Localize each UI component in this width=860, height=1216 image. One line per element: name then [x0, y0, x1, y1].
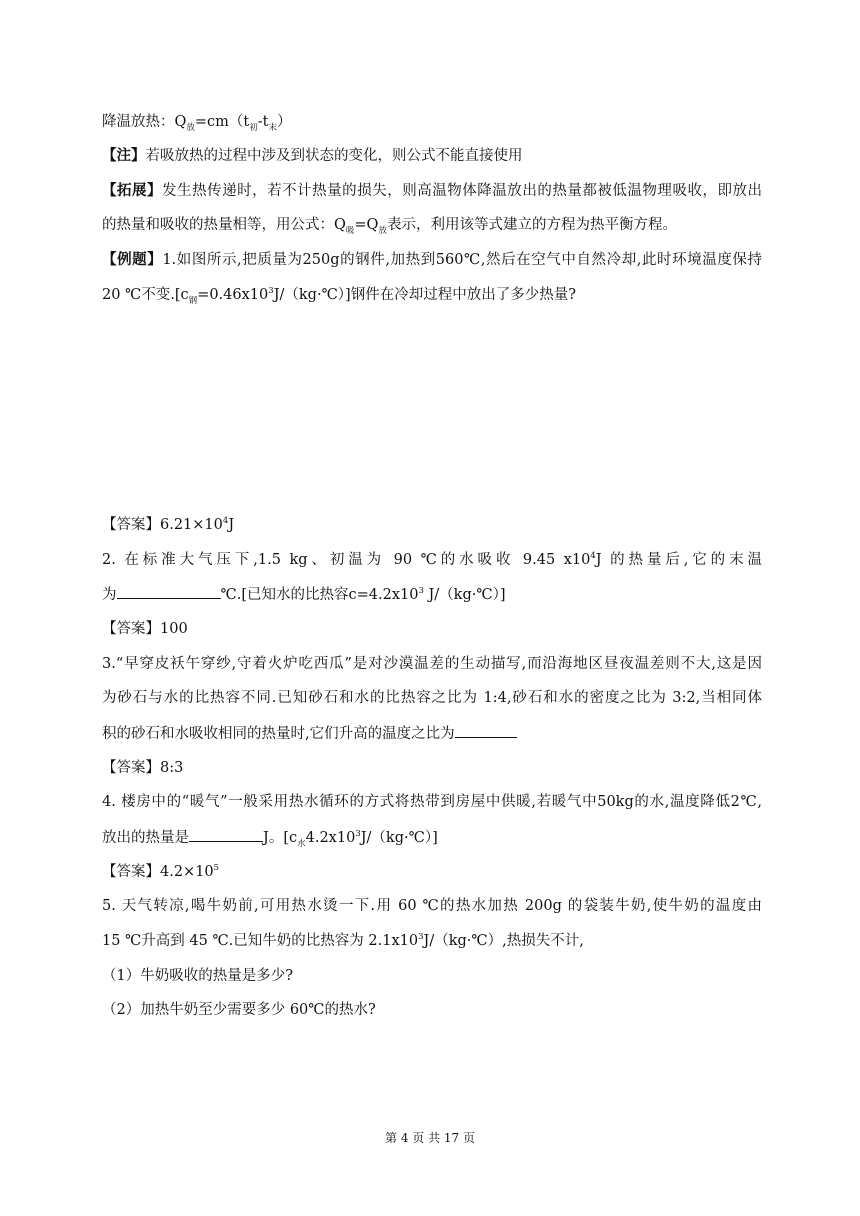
text: J/（kg·℃）,热损失不计,	[423, 933, 584, 949]
text: =cm（t	[194, 114, 250, 130]
answer-label: 【答案】	[102, 517, 160, 533]
extension-line-2	[102, 215, 762, 235]
superscript: 3	[418, 932, 424, 943]
answer-value: 100	[160, 621, 188, 637]
answer-value: 8:3	[160, 760, 184, 776]
text: 20 ℃不变.[c	[102, 287, 189, 303]
text: =0.46x10	[197, 287, 269, 303]
text: ）	[277, 114, 292, 130]
question-5-line-1	[102, 896, 762, 916]
text: 2. 在标准大气压下,1.5 kg、初温为 90 ℃的水吸收 9.45 x10	[102, 552, 591, 568]
text: ℃.[已知水的比热容c=4.2x10	[220, 587, 419, 603]
answer-4	[102, 862, 762, 882]
superscript: 3	[268, 286, 274, 297]
answer-label: 【答案】	[102, 760, 160, 776]
text: （1）牛奶吸收的热量是多少?	[102, 968, 293, 984]
text: 为	[102, 587, 117, 603]
page-footer: 第 4 页 共 17 页	[385, 1131, 475, 1145]
question-5-part-2	[102, 1000, 762, 1020]
text: J/（kg·℃）]钢件在冷却过程中放出了多少热量?	[273, 287, 576, 303]
text: J。[c	[263, 830, 298, 846]
answer-blank	[189, 827, 263, 842]
question-3-line-1	[102, 654, 762, 674]
answer-1	[102, 515, 762, 535]
question-2-line-1	[102, 550, 762, 570]
extension-text: 发生热传递时，若不计热量的损失，则高温物体降温放出的热量都被低温物理吸收，即放出	[162, 183, 762, 199]
answer-label: 【答案】	[102, 621, 160, 637]
question-3-line-3	[102, 723, 762, 744]
answer-value: 6.21×10	[160, 517, 223, 533]
text: J/（kg·℃）]	[423, 587, 506, 603]
text: -t	[257, 114, 269, 130]
text: 3.“早穿皮袄午穿纱,守着火炉吃西瓜”是对沙漠温差的生动描写,而沿海地区昼夜温差则不大,这是因	[102, 656, 762, 672]
text: 5. 天气转凉,喝牛奶前,可用热水烫一下.用 60 ℃的热水加热 200g 的袋装牛奶,使牛奶的温度由	[102, 898, 762, 914]
answer-blank	[455, 723, 517, 738]
note-label: 【注】	[102, 147, 146, 164]
superscript: 4	[590, 551, 596, 562]
question-4-line-1	[102, 792, 762, 812]
text: =Q	[354, 217, 379, 233]
extension-line-1	[102, 181, 762, 201]
answer-blank	[117, 584, 221, 599]
text: J 的热量后,它的末温	[595, 552, 763, 568]
answer-unit: J	[228, 517, 235, 533]
question-4-line-2	[102, 827, 762, 848]
subscript: 放	[186, 122, 195, 133]
superscript: 4	[222, 516, 229, 527]
text: 的热量和吸收的热量相等，用公式：Q	[102, 217, 346, 233]
question-3-line-2	[102, 688, 762, 708]
answer-value: 4.2×10	[160, 864, 214, 880]
example-1-line-2	[102, 285, 762, 305]
example-1-line-1	[102, 250, 762, 270]
text: 为砂石与水的比热容不同.已知砂石和水的比热容之比为 1:4,砂石和水的密度之比为 3:2,当相同体	[102, 690, 762, 706]
answer-2	[102, 619, 762, 639]
subscript: 水	[297, 838, 306, 849]
superscript: 5	[213, 863, 220, 874]
note-text: 若吸放热的过程中涉及到状态的变化，则公式不能直接使用	[145, 148, 523, 164]
answer-3	[102, 758, 762, 778]
question-5-line-2	[102, 931, 762, 951]
text: 放出的热量是	[102, 830, 189, 846]
formula-heat-release	[102, 112, 762, 132]
question-2-line-2	[102, 584, 762, 605]
example-label: 【例题】	[102, 251, 163, 268]
text: 15 ℃升高到 45 ℃.已知牛奶的比热容为 2.1x10	[102, 933, 419, 949]
text: 积的砂石和水吸收相同的热量时,它们升高的温度之比为	[102, 726, 455, 742]
subscript: 钢	[188, 295, 198, 306]
note-line	[102, 146, 762, 166]
subscript: 放	[378, 225, 387, 236]
question-5-part-1	[102, 966, 762, 986]
text: 4.2x10	[305, 830, 356, 846]
subscript: 末	[268, 122, 278, 133]
example-text: 1.如图所示,把质量为250g的钢件,加热到560℃,然后在空气中自然冷却,此时环境温度保持	[162, 252, 763, 268]
text: 降温放热：Q	[102, 114, 187, 130]
superscript: 3	[418, 586, 424, 597]
text: 4. 楼房中的“暖气”一般采用热水循环的方式将热带到房屋中供暖,若暖气中50kg的水,温度降低2℃,	[102, 794, 762, 810]
text: 表示，利用该等式建立的方程为热平衡方程。	[386, 217, 677, 233]
extension-label: 【拓展】	[102, 182, 163, 199]
subscript: 吸	[345, 225, 355, 236]
subscript: 初	[249, 122, 258, 133]
superscript: 3	[355, 829, 361, 840]
answer-label: 【答案】	[102, 864, 160, 880]
text: J/（kg·℃）]	[360, 830, 438, 846]
text: （2）加热牛奶至少需要多少 60℃的热水?	[102, 1002, 376, 1018]
